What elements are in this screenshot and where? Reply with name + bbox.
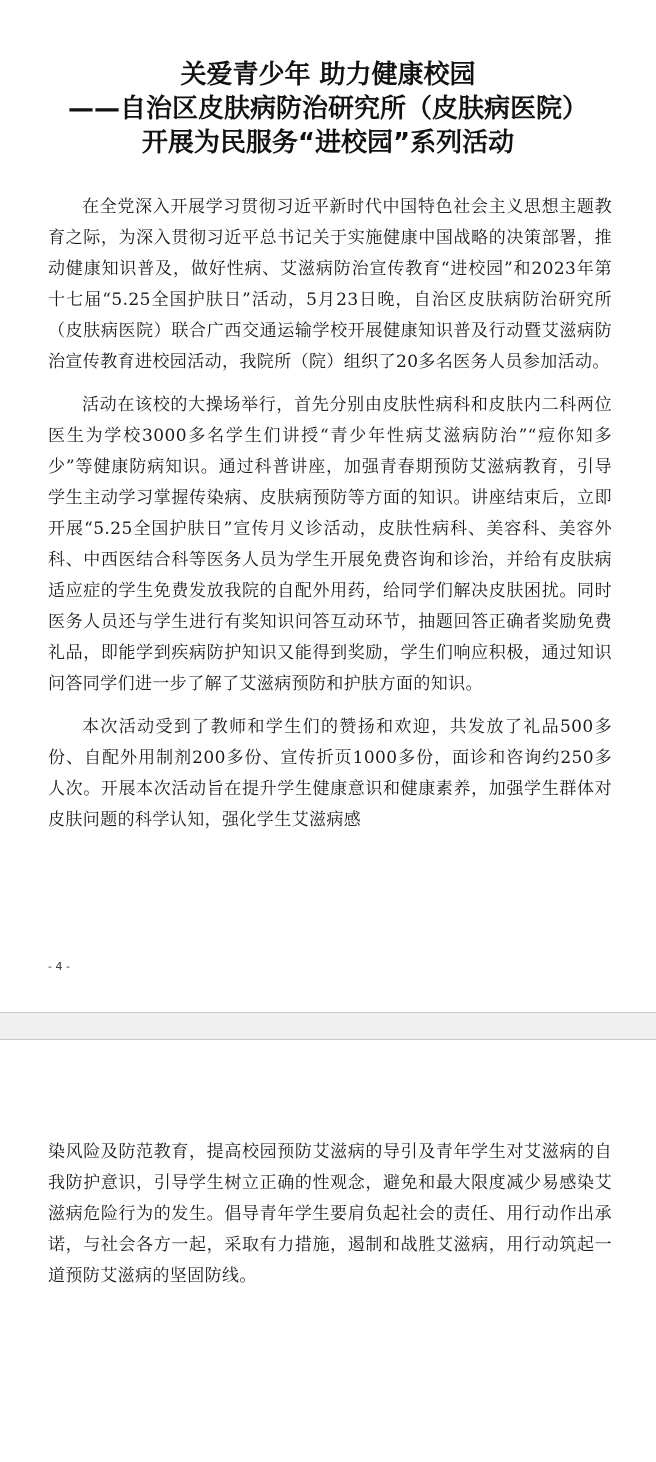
paragraph-2: 活动在该校的大操场举行，首先分别由皮肤性病科和皮肤内二科两位医生为学校3000多名学生们讲授“青少年性病艾滋病防治”“痘你知多少”等健康防病知识。通过科普讲座，加强青春期预防艾滋病教育，引导学生主动学习掌握传染病、皮肤病预防等方面的知识。讲座结束后，立即开展“5.25全国护肤日”宣传月义诊活动，皮肤性病科、美容科、美容外科、中西医结合科等医务人员为学生开展免费咨询和诊治，并给有皮肤病适应症的学生免费发放我院的自配外用药，给同学们解决皮肤困扰。同时医务人员还与学生进行有奖知识问答互动环节，抽题回答正确者奖励免费礼品，即能学到疾病防护知识又能得到奖励，学生们响应积极，通过知识问答同学们进一步了解了艾滋病预防和护肤方面的知识。 [48,395,612,694]
paragraph-3: 本次活动受到了教师和学生们的赞扬和欢迎，共发放了礼品500多份、自配外用制剂200多份、宣传折页1000多份，面诊和咨询约250多人次。开展本次活动旨在提升学生健康意识和健康素养，加强学生群体对皮肤问题的科学认知，强化学生艾滋病感 [48,717,612,830]
title-line-2: ——自治区皮肤病防治研究所（皮肤病医院） [67,94,588,124]
title-line-1: 关爱青少年 助力健康校园 [180,60,476,90]
page-separator [0,1012,656,1040]
paragraph-3-continued: 染风险及防范教育，提高校园预防艾滋病的导引及青年学生对艾滋病的自我防护意识，引导学生树立正确的性观念，避免和最大限度减少易感染艾滋病危险行为的发生。倡导青年学生要肩负起社会的责任、用行动作出承诺，与社会各方一起，采取有力措施，遏制和战胜艾滋病，用行动筑起一道预防艾滋病的坚固防线。 [48,1142,612,1286]
page-1-body [48,192,612,848]
page-2-body [48,1137,612,1304]
page-number: - 4 - [48,960,70,973]
paragraph-1: 在全党深入开展学习贯彻习近平新时代中国特色社会主义思想主题教育之际，为深入贯彻习近平总书记关于实施健康中国战略的决策部署，推动健康知识普及，做好性病、艾滋病防治宣传教育“进校园”和2023年第十七届“5.25全国护肤日”活动，5月23日晚，自治区皮肤病防治研究所（皮肤病医院）联合广西交通运输学校开展健康知识普及行动暨艾滋病防治宣传教育进校园活动，我院所（院）组织了20多名医务人员参加活动。 [48,197,612,372]
document-title [0,58,656,160]
title-line-3: 开展为民服务“进校园”系列活动 [141,128,515,158]
